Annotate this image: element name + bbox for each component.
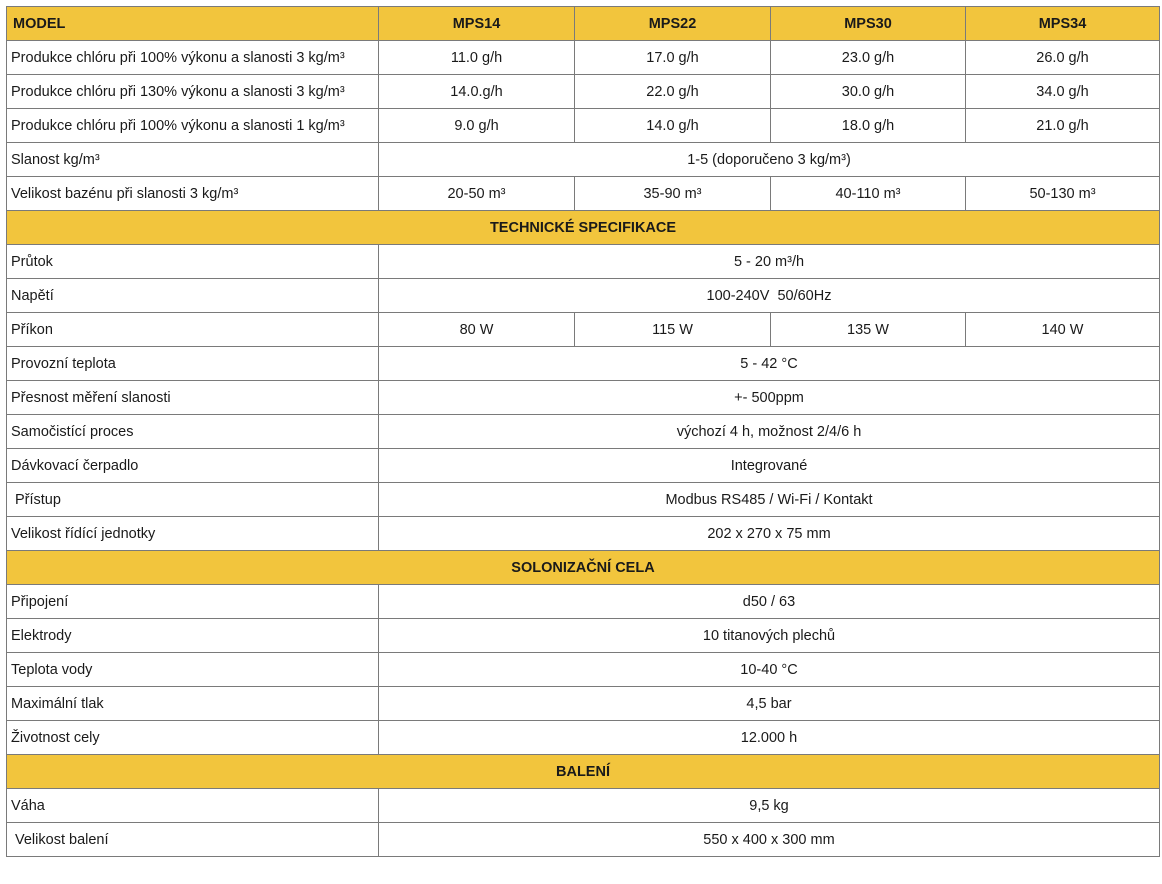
cell-value: 550 x 400 x 300 mm bbox=[379, 823, 1160, 857]
table-row bbox=[7, 449, 1160, 483]
model-mps34-header: MPS34 bbox=[966, 7, 1160, 41]
table-row bbox=[7, 109, 1160, 143]
row-label: Připojení bbox=[7, 585, 379, 619]
cell-value: d50 / 63 bbox=[379, 585, 1160, 619]
table-row bbox=[7, 347, 1160, 381]
model-mps30-header: MPS30 bbox=[771, 7, 966, 41]
row-label: Provozní teplota bbox=[7, 347, 379, 381]
cell-value: 14.0.g/h bbox=[379, 75, 575, 109]
row-label: Průtok bbox=[7, 245, 379, 279]
cell-value: 11.0 g/h bbox=[379, 41, 575, 75]
cell-value: Modbus RS485 / Wi-Fi / Kontakt bbox=[379, 483, 1160, 517]
cell-value: 34.0 g/h bbox=[966, 75, 1160, 109]
row-label: Samočistící proces bbox=[7, 415, 379, 449]
table-row bbox=[7, 415, 1160, 449]
cell-section-title: SOLONIZAČNÍ CELA bbox=[7, 551, 1160, 585]
section-header-row bbox=[7, 211, 1160, 245]
table-row bbox=[7, 483, 1160, 517]
cell-value: 140 W bbox=[966, 313, 1160, 347]
row-label: Přesnost měření slanosti bbox=[7, 381, 379, 415]
section-header-row bbox=[7, 551, 1160, 585]
cell-value: 23.0 g/h bbox=[771, 41, 966, 75]
cell-value: 12.000 h bbox=[379, 721, 1160, 755]
technical-section-title: TECHNICKÉ SPECIFIKACE bbox=[7, 211, 1160, 245]
row-label: Velikost balení bbox=[7, 823, 379, 857]
cell-value: 5 - 20 m³/h bbox=[379, 245, 1160, 279]
table-row bbox=[7, 653, 1160, 687]
row-label: Napětí bbox=[7, 279, 379, 313]
cell-value: 10-40 °C bbox=[379, 653, 1160, 687]
row-label: Produkce chlóru při 100% výkonu a slanosti 3 kg/m³ bbox=[7, 41, 379, 75]
cell-value: 9,5 kg bbox=[379, 789, 1160, 823]
table-row bbox=[7, 585, 1160, 619]
cell-value: 22.0 g/h bbox=[575, 75, 771, 109]
model-mps22-header: MPS22 bbox=[575, 7, 771, 41]
row-label: Váha bbox=[7, 789, 379, 823]
cell-value: 21.0 g/h bbox=[966, 109, 1160, 143]
cell-value: 14.0 g/h bbox=[575, 109, 771, 143]
row-label: Přístup bbox=[7, 483, 379, 517]
cell-value: 1-5 (doporučeno 3 kg/m³) bbox=[379, 143, 1160, 177]
table-row bbox=[7, 721, 1160, 755]
table-row bbox=[7, 619, 1160, 653]
cell-value: 50-130 m³ bbox=[966, 177, 1160, 211]
cell-value: 35-90 m³ bbox=[575, 177, 771, 211]
model-mps14-header: MPS14 bbox=[379, 7, 575, 41]
row-label: Velikost řídící jednotky bbox=[7, 517, 379, 551]
cell-value: 4,5 bar bbox=[379, 687, 1160, 721]
table-row bbox=[7, 143, 1160, 177]
cell-value: 100-240V 50/60Hz bbox=[379, 279, 1160, 313]
row-label: Teplota vody bbox=[7, 653, 379, 687]
row-label: Dávkovací čerpadlo bbox=[7, 449, 379, 483]
row-label: Produkce chlóru při 100% výkonu a slanosti 1 kg/m³ bbox=[7, 109, 379, 143]
table-row bbox=[7, 687, 1160, 721]
table-row bbox=[7, 177, 1160, 211]
table-row bbox=[7, 313, 1160, 347]
table-row bbox=[7, 517, 1160, 551]
packaging-section-title: BALENÍ bbox=[7, 755, 1160, 789]
spec-table bbox=[6, 6, 1160, 857]
cell-value: 5 - 42 °C bbox=[379, 347, 1160, 381]
cell-value: Integrované bbox=[379, 449, 1160, 483]
model-header: MODEL bbox=[7, 7, 379, 41]
row-label: Příkon bbox=[7, 313, 379, 347]
cell-value: 202 x 270 x 75 mm bbox=[379, 517, 1160, 551]
cell-value: 80 W bbox=[379, 313, 575, 347]
table-row bbox=[7, 381, 1160, 415]
cell-value: 20-50 m³ bbox=[379, 177, 575, 211]
row-label: Velikost bazénu při slanosti 3 kg/m³ bbox=[7, 177, 379, 211]
table-row bbox=[7, 245, 1160, 279]
cell-value: 30.0 g/h bbox=[771, 75, 966, 109]
table-row bbox=[7, 823, 1160, 857]
table-row bbox=[7, 75, 1160, 109]
table-row bbox=[7, 41, 1160, 75]
table-row bbox=[7, 789, 1160, 823]
header-row bbox=[7, 7, 1160, 41]
row-label: Produkce chlóru při 130% výkonu a slanosti 3 kg/m³ bbox=[7, 75, 379, 109]
row-label: Maximální tlak bbox=[7, 687, 379, 721]
cell-value: 17.0 g/h bbox=[575, 41, 771, 75]
cell-value: 135 W bbox=[771, 313, 966, 347]
cell-value: 9.0 g/h bbox=[379, 109, 575, 143]
section-header-row bbox=[7, 755, 1160, 789]
cell-value: 10 titanových plechů bbox=[379, 619, 1160, 653]
cell-value: 26.0 g/h bbox=[966, 41, 1160, 75]
row-label: Elektrody bbox=[7, 619, 379, 653]
row-label: Životnost cely bbox=[7, 721, 379, 755]
cell-value: 115 W bbox=[575, 313, 771, 347]
table-row bbox=[7, 279, 1160, 313]
cell-value: 18.0 g/h bbox=[771, 109, 966, 143]
cell-value: 40-110 m³ bbox=[771, 177, 966, 211]
cell-value: +- 500ppm bbox=[379, 381, 1160, 415]
row-label: Slanost kg/m³ bbox=[7, 143, 379, 177]
cell-value: výchozí 4 h, možnost 2/4/6 h bbox=[379, 415, 1160, 449]
